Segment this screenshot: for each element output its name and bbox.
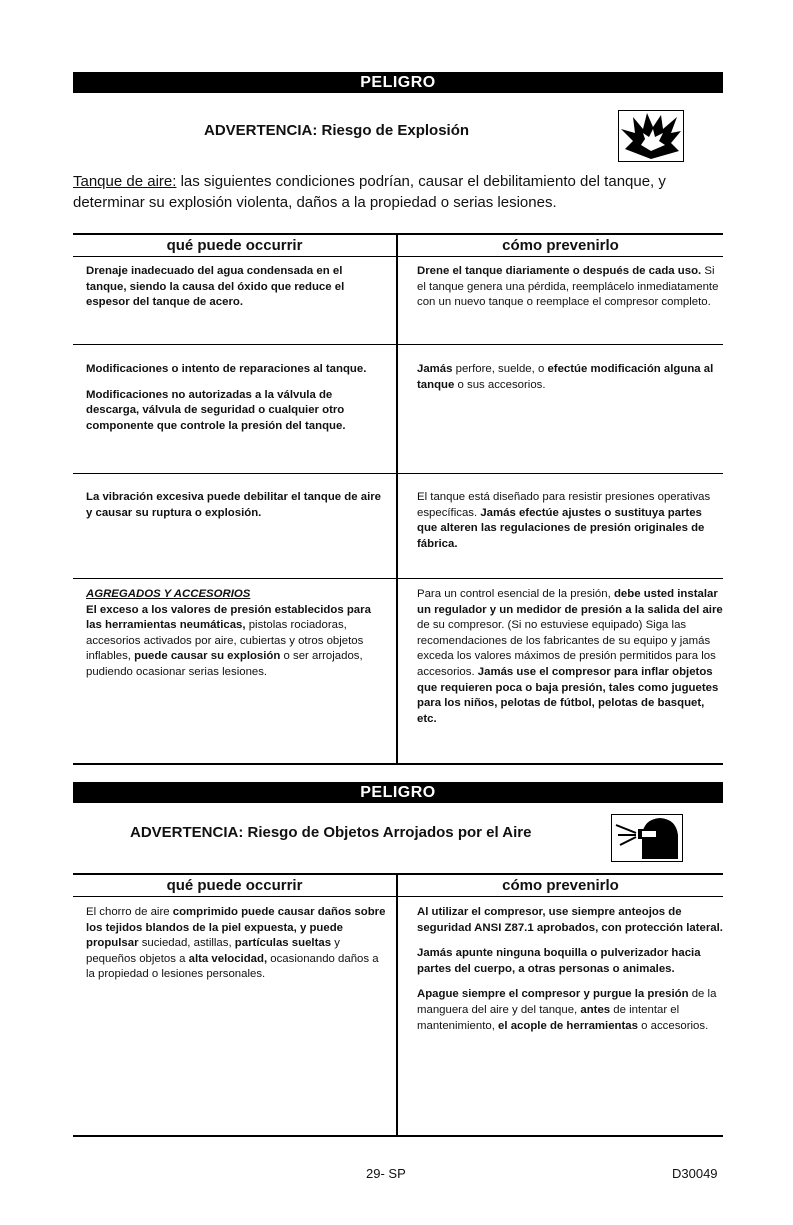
column-header-what: qué puede occurrir — [166, 877, 303, 894]
column-divider — [396, 873, 398, 1136]
section-title: AGREGADOS Y ACCESORIOS — [86, 588, 251, 600]
table-row-prevention: Al utilizar el compresor, use siempre anteojos de seguridad ANSI Z87.1 aprobados, con protección lateral. Jamás apunte ninguna boquilla o pulverizador hacia partes del cuerpo, a otras personas o animales. Apague siempre el compresor y purgue la presión de la manguera del aire y del tanque, antes de intentar el mantenimiento, el acople de herramientas o accesorios. — [417, 906, 723, 1032]
header-rule-left — [73, 896, 396, 897]
table-bottom-rule — [73, 1135, 723, 1137]
danger-banner: PELIGRO — [73, 72, 723, 93]
table-row-prevention: El tanque está diseñado para resistir presiones operativas específicas. Jamás efectúe ajustes o sustituya partes que alteren las regulaciones de presión originales de fábrica. — [417, 491, 711, 550]
intro-text: las siguientes condiciones podrían, causar el debilitamiento del tanque, y determinar su explosión violenta, daños a la propiedad o serias lesiones. — [73, 173, 666, 211]
page-number: 29- SP — [366, 1166, 406, 1181]
danger-banner: PELIGRO — [73, 782, 723, 803]
table-top-rule — [73, 233, 723, 235]
document-code: D30049 — [672, 1166, 718, 1181]
header-rule-left — [73, 256, 396, 257]
intro-label: Tanque de aire: — [73, 173, 177, 190]
warning-title: ADVERTENCIA: Riesgo de Explosión — [204, 122, 470, 139]
row-divider — [73, 578, 723, 579]
explosion-icon — [618, 110, 684, 162]
table-row-cause: Drenaje inadecuado del agua condensada en el tanque, siendo la causa del óxido que reduce el espesor del tanque de acero. — [86, 265, 345, 309]
table-row-cause: El chorro de aire comprimido puede causar daños sobre los tejidos blandos de la piel expuesta, y puede propulsar suciedad, astillas, partículas sueltas y pequeños objetos a alta velocidad, ocasionando daños a la propiedad o lesiones personales. — [86, 906, 386, 981]
table-row-prevention: Jamás perfore, suelde, o efectúe modificación alguna al tanque o sus accesorios. — [417, 363, 714, 391]
table-row-cause: La vibración excesiva puede debilitar el tanque de aire y causar su ruptura o explosión. — [86, 491, 382, 519]
table-row-cause: Modificaciones o intento de reparaciones al tanque. Modificaciones no autorizadas a la válvula de descarga, válvula de seguridad o cualquier otro componente que controle la presión del tanque. — [86, 363, 367, 432]
table-row-prevention: Drene el tanque diariamente o después de cada uso. Si el tanque genera una pérdida, reemplácelo inmediatamente con un nuevo tanque o reemplace el compresor completo. — [417, 265, 719, 309]
row-divider — [73, 473, 723, 474]
column-header-prevent: cómo prevenirlo — [502, 877, 619, 894]
column-header-what: qué puede occurrir — [166, 237, 303, 254]
warning-title: ADVERTENCIA: Riesgo de Objetos Arrojados por el Aire — [130, 824, 532, 841]
table-row-cause: AGREGADOS Y ACCESORIOS El exceso a los valores de presión establecidos para las herramientas neumáticas, pistolas rociadoras, accesorios activados por aire, cubiertas y otros objetos inflables, puede causar su explosión o ser arrojados, pudiendo ocasionar serias lesiones. — [86, 587, 386, 681]
table-bottom-rule — [73, 763, 723, 765]
intro-paragraph — [73, 171, 733, 213]
face-shield-icon — [611, 814, 683, 862]
column-divider — [396, 233, 398, 763]
row-divider — [73, 344, 723, 345]
header-rule-right — [398, 256, 723, 257]
table-row-prevention: Para un control esencial de la presión, debe usted instalar un regulador y un medidor de presión a la salida del aire de su compresor. (Si no estuviese equipado) Siga las recomendaciones de los fabricantes de su equipo y jamás exceda los valores máximos de presión permitidos para los accesorios. Jamás use el compresor para inflar objetos que requieren poca o baja presión, tales como juguetes para los niños, pelotas de fútbol, pelotas de basquet, etc. — [417, 588, 723, 725]
table-top-rule — [73, 873, 723, 875]
column-header-prevent: cómo prevenirlo — [502, 237, 619, 254]
header-rule-right — [398, 896, 723, 897]
